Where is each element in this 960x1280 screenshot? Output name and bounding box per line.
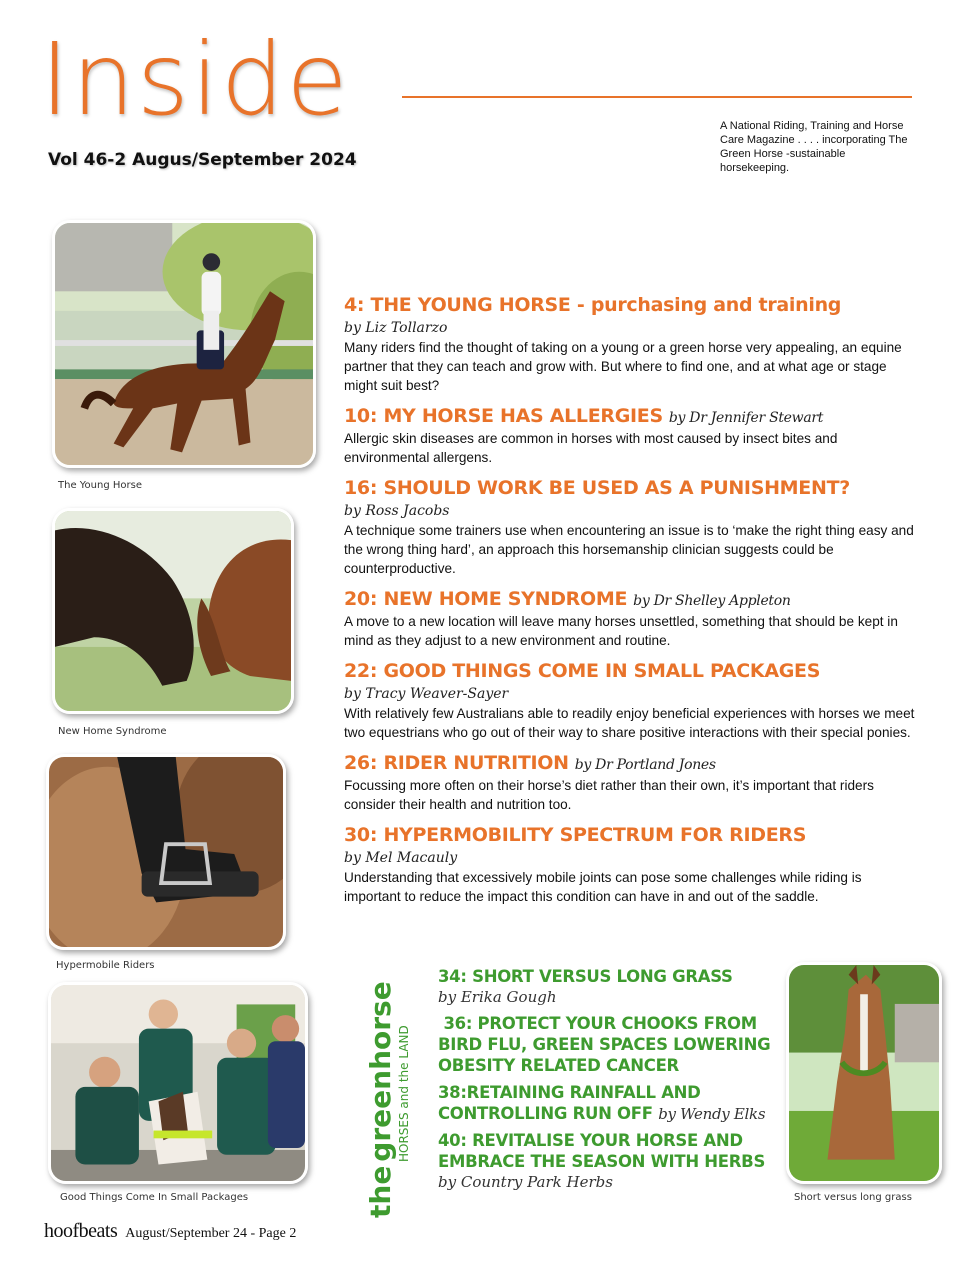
article-blurb: A move to a new location will leave many horses unsettled, something that should be kept in mind as they adjust to a new environment and routine. (344, 614, 898, 648)
article-byline: by Dr Jennifer Stewart (668, 410, 824, 426)
grass-caption: Short versus long grass (794, 1192, 912, 1203)
greenhorse-title-row[interactable] (438, 1082, 778, 1124)
article-entry[interactable] (344, 586, 919, 650)
article-title[interactable]: 10: MY HORSE HAS ALLERGIES (344, 405, 663, 427)
article-title[interactable]: 20: NEW HOME SYNDROME (344, 588, 628, 610)
greenhorse-entry[interactable] (438, 1082, 778, 1124)
greenhorse-contents (438, 966, 778, 1198)
article-title-row[interactable] (344, 586, 919, 612)
young-horse-photo (52, 220, 316, 468)
article-byline: by Tracy Weaver-Sayer (344, 686, 509, 702)
article-blurb: Many riders find the thought of taking on a young or a green horse very appealing, an equine partner that they can teach and grow with. But where to find one, and at what age or stage might suit best? (344, 340, 902, 393)
article-byline: by Ross Jacobs (344, 503, 450, 519)
article-byline: by Dr Shelley Appleton (633, 593, 791, 609)
greenhorse-byline: by Wendy Elks (658, 1105, 766, 1123)
contents-list (344, 292, 919, 914)
article-blurb: Focussing more often on their horse’s diet rather than their own, it’s important that riders consider their health and nutrition too. (344, 778, 874, 812)
article-blurb: With relatively few Australians able to readily enjoy beneficial experiences with horses we meet two equestrians who go out of their way to share positive interactions with their special ponies. (344, 706, 915, 740)
article-title[interactable]: 16: SHOULD WORK BE USED AS A PUNISHMENT? (344, 477, 850, 499)
article-entry[interactable] (344, 658, 919, 742)
page-footer (44, 1220, 296, 1243)
article-byline: by Mel Macauly (344, 850, 458, 866)
greenhorse-title[interactable]: 34: SHORT VERSUS LONG GRASS (438, 967, 733, 986)
article-title[interactable]: 22: GOOD THINGS COME IN SMALL PACKAGES (344, 660, 821, 682)
new-home-photo (52, 508, 294, 714)
article-entry[interactable] (344, 475, 919, 578)
article-entry[interactable] (344, 403, 919, 467)
grass-photo (786, 962, 942, 1184)
footer-page-info: August/September 24 - Page 2 (125, 1226, 297, 1241)
logo-horse: horse (364, 981, 397, 1070)
magazine-tagline: A National Riding, Training and Horse Care Magazine . . . . incorporating The Green Horse -sustainable horsekeeping. (720, 120, 908, 174)
greenhorse-title[interactable]: 36: PROTECT YOUR CHOOKS FROM BIRD FLU, GREEN SPACES LOWERING OBESITY RELATED CANCER (438, 1014, 776, 1075)
article-blurb: Understanding that excessively mobile joints can pose some challenges while riding is important to reduce the impact this condition can have in and out of the saddle. (344, 870, 862, 904)
greenhorse-byline: by Erika Gough (438, 988, 557, 1006)
greenhorse-logo (332, 966, 412, 1222)
issue-volume: Vol 46-2 Augus/September 2024 (48, 150, 357, 170)
header-divider (402, 96, 912, 98)
article-title[interactable]: 30: HYPERMOBILITY SPECTRUM FOR RIDERS (344, 824, 807, 846)
page-title: Inside (40, 21, 350, 138)
article-byline: by Liz Tollarzo (344, 320, 448, 336)
greenhorse-title[interactable]: 38:RETAINING RAINFALL AND CONTROLLING RUN OFF (438, 1083, 701, 1123)
greenhorse-byline: by Country Park Herbs (438, 1173, 613, 1191)
small-packages-caption: Good Things Come In Small Packages (60, 1192, 249, 1203)
article-entry[interactable] (344, 750, 919, 814)
new-home-caption: New Home Syndrome (58, 726, 167, 737)
logo-green: green (364, 1069, 397, 1162)
article-entry[interactable] (344, 292, 919, 395)
greenhorse-entry[interactable] (438, 1130, 778, 1192)
masthead (40, 21, 400, 140)
footer-brand: hoofbeats (44, 1220, 118, 1242)
greenhorse-title[interactable]: 40: REVITALISE YOUR HORSE AND EMBRACE THE SEASON WITH HERBS (438, 1131, 766, 1171)
hypermobile-caption: Hypermobile Riders (56, 960, 155, 971)
article-entry[interactable] (344, 822, 919, 906)
article-blurb: Allergic skin diseases are common in horses with most caused by insect bites and environmental allergens. (344, 431, 838, 465)
article-title[interactable]: 4: THE YOUNG HORSE - purchasing and training (344, 294, 842, 316)
article-title-row[interactable] (344, 750, 919, 776)
logo-subtitle: HORSES and the LAND (397, 1025, 411, 1162)
article-title-row[interactable] (344, 403, 919, 429)
greenhorse-entry[interactable] (438, 966, 778, 1007)
article-title[interactable]: 26: RIDER NUTRITION (344, 752, 569, 774)
logo-the: the (364, 1165, 397, 1218)
young-horse-caption: The Young Horse (58, 480, 142, 491)
article-blurb: A technique some trainers use when encountering an issue is to ‘make the right thing easy and the wrong thing hard’, an approach this horsemanship clinician suggests could be counterproductive. (344, 523, 914, 576)
small-packages-photo (48, 982, 308, 1184)
svg-text:thegreenhorse (364, 981, 397, 1218)
hypermobile-photo (46, 754, 286, 950)
greenhorse-entry[interactable] (438, 1013, 778, 1076)
article-byline: by Dr Portland Jones (574, 757, 716, 773)
